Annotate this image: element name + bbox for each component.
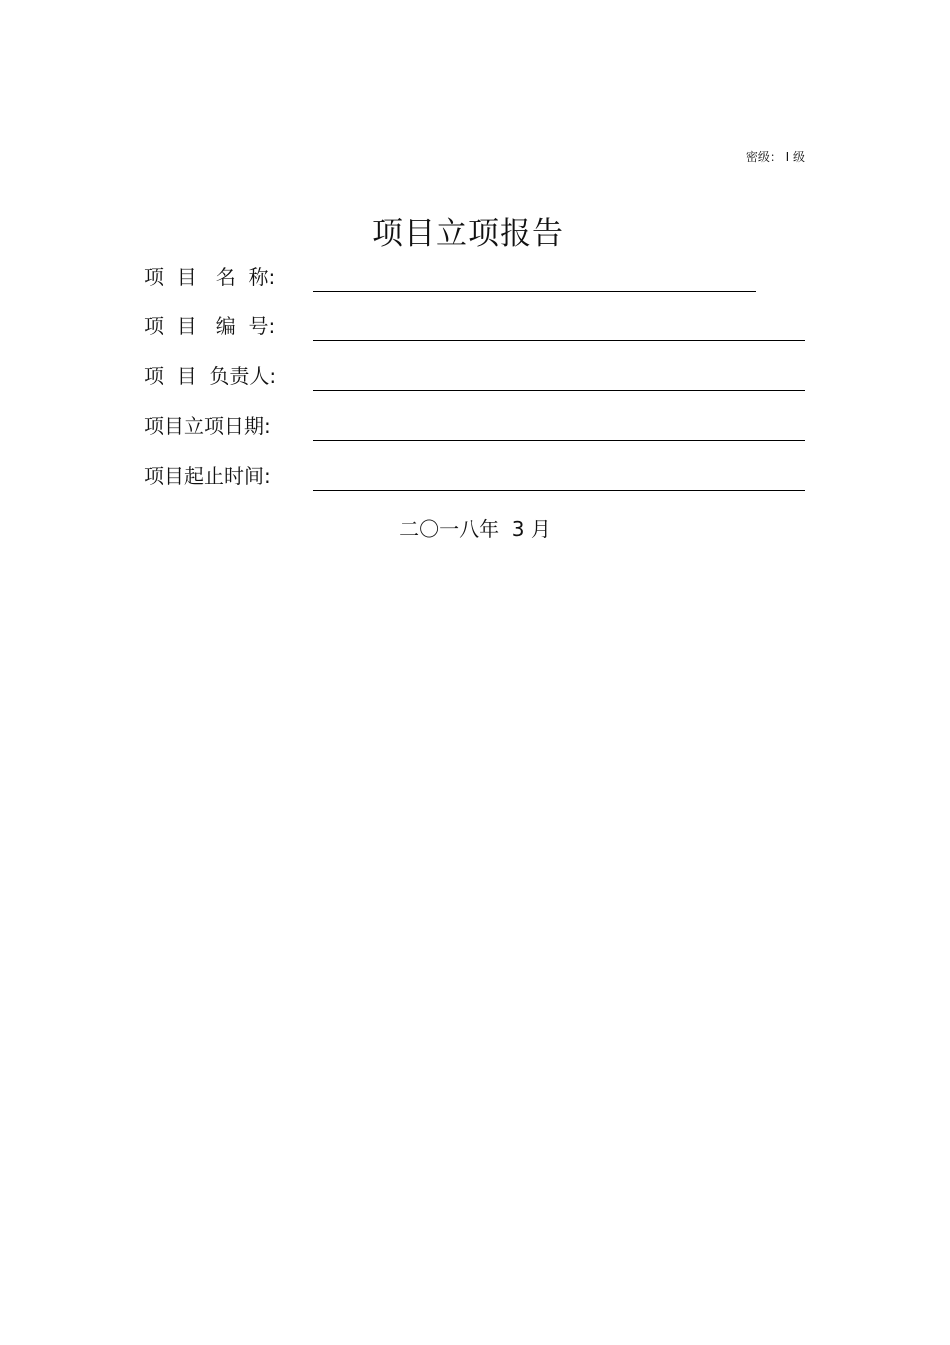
field-label: 项 目 编 号: <box>144 314 276 338</box>
field-blank-line[interactable] <box>313 390 805 391</box>
field-approval-date <box>144 409 806 441</box>
document-date: 二〇一八年 3 月 <box>399 517 551 541</box>
field-label: 项 目 名 称: <box>144 265 276 289</box>
document-title: 项目立项报告 <box>372 216 564 252</box>
field-blank-line[interactable] <box>313 340 805 341</box>
field-blank-line[interactable] <box>313 490 805 491</box>
field-blank-line[interactable] <box>313 291 756 292</box>
security-level: 密级： Ⅰ 级 <box>745 150 805 164</box>
field-label: 项目立项日期: <box>144 414 271 438</box>
field-label: 项 目 负责人: <box>144 364 277 388</box>
field-label: 项目起止时间: <box>144 464 271 488</box>
field-project-number <box>144 309 806 341</box>
field-blank-line[interactable] <box>313 440 805 441</box>
field-project-leader <box>144 359 806 391</box>
field-project-name <box>144 260 806 292</box>
field-project-period <box>144 459 806 491</box>
